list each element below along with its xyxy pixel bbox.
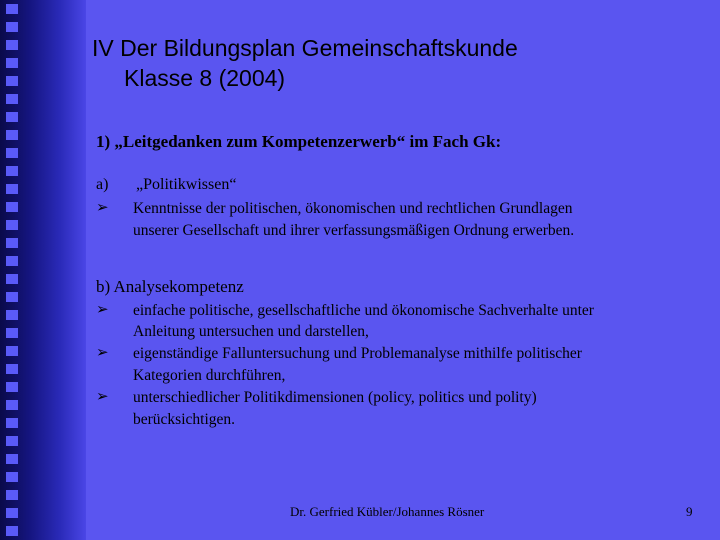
block-b-heading: b) Analysekompetenz [96,277,244,296]
arrow-bullet-icon: ➢ [96,302,109,318]
arrow-bullet-icon: ➢ [96,389,109,405]
bullet-text-line: einfache politische, gesellschaftliche und ökonomische Sachverhalte unter [133,302,594,319]
slide-title [92,33,712,93]
arrow-bullet-icon: ➢ [96,345,109,361]
bullet-text-line: Anleitung untersuchen und darstellen, [133,323,369,340]
bullet-text-line: unserer Gesellschaft und ihrer verfassungsmäßigen Ordnung erwerben. [133,222,575,239]
title-line-1: IV Der Bildungsplan Gemeinschaftskunde [92,35,518,61]
decorative-squares [6,4,18,536]
title-line-2: Klasse 8 (2004) [124,65,286,91]
left-decorative-band [0,0,86,540]
bullet-text-line: Kenntnisse der politischen, ökonomischen und rechtlichen Grundlagen [133,200,573,217]
block-a-title: „Politikwissen“ [136,176,237,193]
footer-authors: Dr. Gerfried Kübler/Johannes Rösner [290,504,485,519]
bullet-text-line: unterschiedlicher Politikdimensionen (policy, politics und polity) [133,389,537,406]
block-a-label: a) [96,176,109,193]
block-a-header [96,176,236,194]
bullet-text-line: berücksichtigen. [133,411,236,428]
section-heading: 1) „Leitgedanken zum Kompetenzerwerb“ im Fach Gk: [96,132,502,151]
bullet-text-line: Kategorien durchführen, [133,367,286,384]
arrow-bullet-icon: ➢ [96,200,109,216]
page-number: 9 [686,504,693,519]
bullet-text-line: eigenständige Falluntersuchung und Problemanalyse mithilfe politischer [133,345,582,362]
